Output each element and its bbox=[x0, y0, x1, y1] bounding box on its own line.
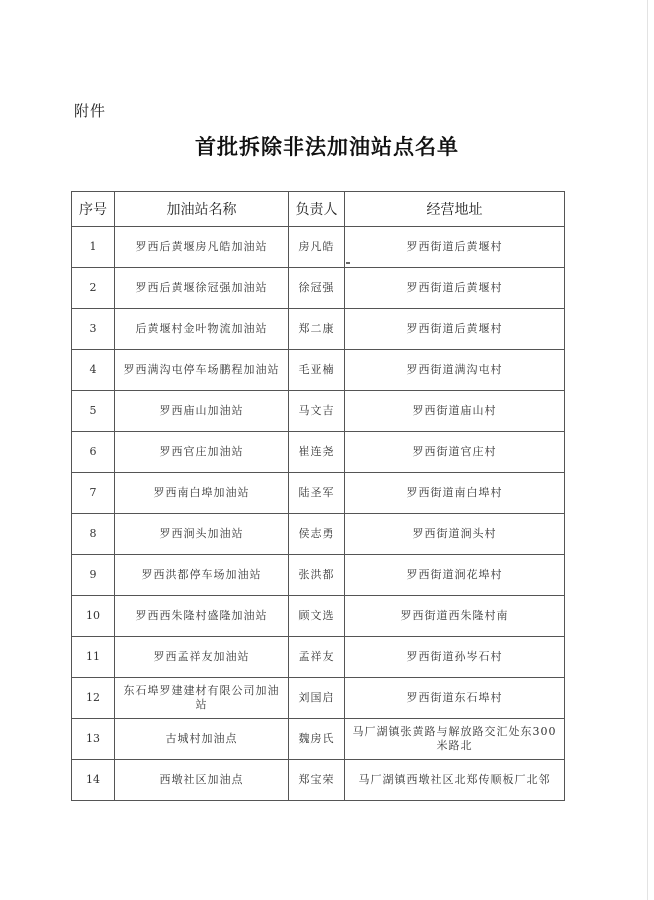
cell-address: 罗西街道后黄堰村 bbox=[345, 268, 565, 309]
table-row bbox=[72, 473, 565, 514]
table-row bbox=[72, 432, 565, 473]
header-address: 经营地址 bbox=[345, 192, 565, 227]
cell-manager: 毛亚楠 bbox=[289, 350, 345, 391]
table-row bbox=[72, 309, 565, 350]
cell-station-name: 罗西洪都停车场加油站 bbox=[115, 555, 289, 596]
cell-station-name: 罗西满沟屯停车场鹏程加油站 bbox=[115, 350, 289, 391]
cell-no: 12 bbox=[72, 678, 115, 719]
header-manager: 负责人 bbox=[289, 192, 345, 227]
cell-manager: 侯志勇 bbox=[289, 514, 345, 555]
cell-station-name: 罗西西朱隆村盛隆加油站 bbox=[115, 596, 289, 637]
table-row bbox=[72, 555, 565, 596]
cell-station-name: 罗西庙山加油站 bbox=[115, 391, 289, 432]
cell-station-name: 西墩社区加油点 bbox=[115, 760, 289, 801]
table-row bbox=[72, 719, 565, 760]
cell-manager: 孟祥友 bbox=[289, 637, 345, 678]
cell-no: 4 bbox=[72, 350, 115, 391]
cell-manager: 郑宝荣 bbox=[289, 760, 345, 801]
cell-manager: 魏房氏 bbox=[289, 719, 345, 760]
table-row bbox=[72, 391, 565, 432]
cell-address: 罗西街道涧头村 bbox=[345, 514, 565, 555]
cell-no: 8 bbox=[72, 514, 115, 555]
cell-address: 罗西街道满沟屯村 bbox=[345, 350, 565, 391]
cell-no: 2 bbox=[72, 268, 115, 309]
cell-address: 罗西街道南白埠村 bbox=[345, 473, 565, 514]
cell-address: 罗西街道官庄村 bbox=[345, 432, 565, 473]
attachment-label: 附件 bbox=[74, 102, 107, 120]
cell-address: 罗西街道东石埠村 bbox=[345, 678, 565, 719]
cell-no: 3 bbox=[72, 309, 115, 350]
cell-station-name: 后黄堰村金叶物流加油站 bbox=[115, 309, 289, 350]
table-row bbox=[72, 678, 565, 719]
table-header-row bbox=[72, 192, 565, 227]
cell-no: 5 bbox=[72, 391, 115, 432]
cell-station-name: 罗西涧头加油站 bbox=[115, 514, 289, 555]
table-row bbox=[72, 350, 565, 391]
cell-no: 13 bbox=[72, 719, 115, 760]
cell-station-name: 罗西官庄加油站 bbox=[115, 432, 289, 473]
cell-address: 罗西街道后黄堰村 bbox=[345, 227, 565, 268]
cell-manager: 崔连尧 bbox=[289, 432, 345, 473]
cell-manager: 张洪都 bbox=[289, 555, 345, 596]
cell-manager: 顾文选 bbox=[289, 596, 345, 637]
document-title: 首批拆除非法加油站点名单 bbox=[195, 134, 459, 159]
cell-no: 14 bbox=[72, 760, 115, 801]
table-row bbox=[72, 268, 565, 309]
cell-no: 11 bbox=[72, 637, 115, 678]
table-row bbox=[72, 596, 565, 637]
cell-no: 7 bbox=[72, 473, 115, 514]
table-row bbox=[72, 227, 565, 268]
cell-address: 马厂湖镇张黄路与解放路交汇处东300米路北 bbox=[345, 719, 565, 760]
cell-station-name: 罗西南白埠加油站 bbox=[115, 473, 289, 514]
cell-manager: 徐冠强 bbox=[289, 268, 345, 309]
cell-manager: 郑二康 bbox=[289, 309, 345, 350]
cell-station-name: 罗西后黄堰房凡皓加油站 bbox=[115, 227, 289, 268]
cell-manager: 房凡皓 bbox=[289, 227, 345, 268]
cell-station-name: 罗西孟祥友加油站 bbox=[115, 637, 289, 678]
table-row bbox=[72, 760, 565, 801]
cell-no: 1 bbox=[72, 227, 115, 268]
cell-no: 9 bbox=[72, 555, 115, 596]
cell-address: 罗西街道孙岑石村 bbox=[345, 637, 565, 678]
cell-manager: 刘国启 bbox=[289, 678, 345, 719]
cell-address: 罗西街道后黄堰村 bbox=[345, 309, 565, 350]
cell-address: 马厂湖镇西墩社区北郑传顺板厂北邻 bbox=[345, 760, 565, 801]
cell-manager: 马文吉 bbox=[289, 391, 345, 432]
cell-station-name: 东石埠罗建建材有限公司加油站 bbox=[115, 678, 289, 719]
cell-manager: 陆圣军 bbox=[289, 473, 345, 514]
cell-address: 罗西街道西朱隆村南 bbox=[345, 596, 565, 637]
header-no: 序号 bbox=[72, 192, 115, 227]
cell-station-name: 古城村加油点 bbox=[115, 719, 289, 760]
cell-no: 6 bbox=[72, 432, 115, 473]
cell-station-name: 罗西后黄堰徐冠强加油站 bbox=[115, 268, 289, 309]
table-row bbox=[72, 514, 565, 555]
cell-address: 罗西街道涧花埠村 bbox=[345, 555, 565, 596]
cell-address: 罗西街道庙山村 bbox=[345, 391, 565, 432]
cell-no: 10 bbox=[72, 596, 115, 637]
header-station-name: 加油站名称 bbox=[115, 192, 289, 227]
gas-station-table bbox=[71, 191, 565, 801]
table-row bbox=[72, 637, 565, 678]
